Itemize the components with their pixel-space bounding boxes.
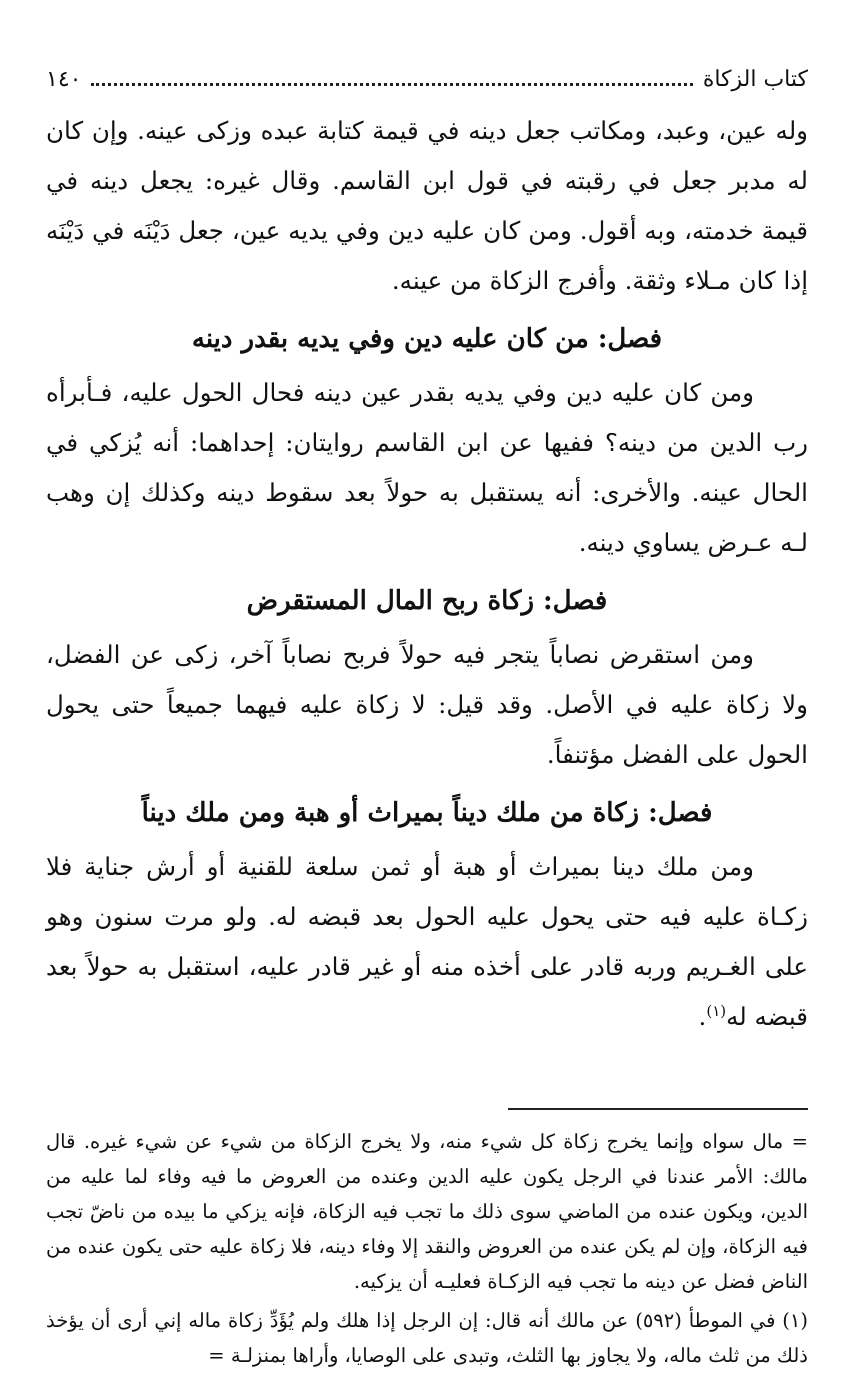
section-heading-2: فصل: زكاة ربح المال المستقرض: [246, 586, 608, 616]
footnote-reference[interactable]: (١): [706, 1001, 727, 1020]
section-paragraph-3-text: ومن ملك دينا بميراث أو هبة أو ثمن سلعة للقنية أو أرش جناية فلا زكـاة عليه فيه حتى يحول عليه الحول بعد قبضه له. ولو مرت سنون وهو على الغـريم وربه قادر على أخذه منه أو غير قادر عليه، استقبل به حولاً بعد قبضه له: [46, 852, 808, 1031]
section-paragraph-3: [46, 842, 808, 1042]
footnote-continuation: = مال سواه وإنما يخرج زكاة كل شيء منه، ولا يخرج الزكاة من شيء عن شيء غيره. قال مالك: الأمر عندنا في الرجل يكون عليه الدين وعنده من العروض ما فيه وفاء لما عليه من الدين، ويكون عنده من الماضي سوى ذلك ما تجب فيه الزكاة، فإنه يزكي ما بيده من ناضّ تجب فيه الزكاة، وإن لم يكن عنده من العروض والنقد إلا وفاء دينه، فلا زكاة عليه حتى يكون عنده من الناض فضل عن دينه ما تجب فيه الزكـاة فعليـه أن يزكيه.: [46, 1130, 808, 1293]
section-paragraph-2: ومن استقرض نصاباً يتجر فيه حولاً فربح نصاباً آخر، زكى عن الفضل، ولا زكاة عليه في الأصل. وقد قيل: لا زكاة عليه فيهما جميعاً حتى يحول الحول على الفضل مؤتنفاً.: [46, 640, 808, 769]
section-paragraph-3-end: .: [698, 1002, 707, 1031]
intro-paragraph: وله عين، وعبد، ومكاتب جعل دينه في قيمة كتابة عبده وزكى عينه. وإن كان له مدبر جعل في رقبته في قول ابن القاسم. وقال غيره: يجعل دينه في قيمة خدمته، وبه أقول. ومن كان عليه دين وفي يديه عين، جعل دَيْنَه في دَيْنَه إذا كان مـلاء وثقة. وأفرج الزكاة من عينه.: [46, 116, 808, 295]
section-heading-1: فصل: من كان عليه دين وفي يديه بقدر دينه: [191, 324, 663, 354]
page-number: ١٤٠: [46, 67, 82, 92]
footnote-1: (١) في الموطأ (٥٩٢) عن مالك أنه قال: إن الرجل إذا هلك ولم يُؤَدِّ زكاة ماله إني أرى أن يؤخذ ذلك من ثلث ماله، ولا يجاوز بها الثلث، وتبدى على الوصايا، وأراها بمنزلـة =: [46, 1309, 808, 1367]
running-head: [46, 62, 808, 98]
section-paragraph-1: ومن كان عليه دين وفي يديه بقدر عين دينه فحال الحول عليه، فـأبرأه رب الدين من دينه؟ ففيها عن ابن القاسم روايتان: إحداهما: أنه يُزكي في الحال عينه. والأخرى: أنه يستقبل به حولاً بعد سقوط دينه وكذلك إن وهب لـه عـرض يساوي دينه.: [46, 378, 808, 557]
running-head-title: كتاب الزكاة: [702, 67, 808, 92]
footnote-separator: [508, 1108, 808, 1110]
main-text: [46, 106, 808, 1042]
section-heading-3: فصل: زكاة من ملك ديناً بميراث أو هبة ومن ملك ديناً: [141, 798, 713, 828]
leader-dots: [91, 83, 692, 86]
footnotes: [46, 1124, 808, 1373]
